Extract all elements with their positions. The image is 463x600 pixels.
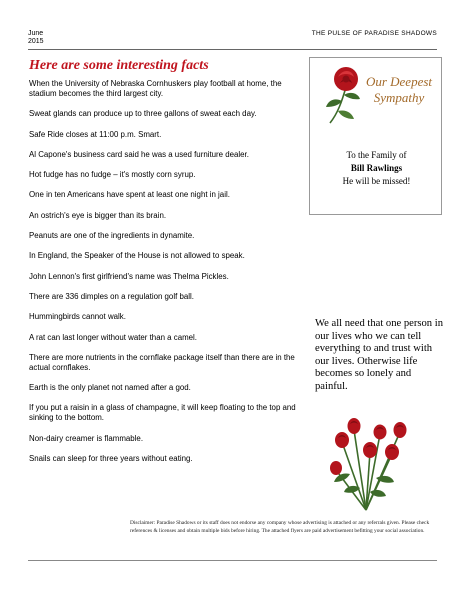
fact-item: A rat can last longer without water than a camel. <box>29 332 197 342</box>
fact-item: There are 336 dimples on a regulation golf ball. <box>29 291 194 301</box>
fact-item: If you put a raisin in a glass of champagne, it will keep floating to the top and sinking to the bottom. <box>29 403 296 423</box>
sympathy-heading-line: Sympathy <box>373 90 425 105</box>
fact-item: Earth is the only planet not named after a god. <box>29 383 191 393</box>
sympathy-card <box>309 57 442 215</box>
fact-item: When the University of Nebraska Cornhuskers play football at home, the stadium becomes the third largest city. <box>29 79 282 98</box>
fact-item: Sweat glands can produce up to three gallons of sweat each day. <box>29 109 257 119</box>
fact-item: John Lennon's first girlfriend's name was Thelma Pickles. <box>29 271 229 281</box>
fact-item: Hot fudge has no fudge – it's mostly corn syrup. <box>29 170 196 180</box>
friendship-quote: We all need that one person in our lives who we can tell everything to and trust with our lives. Otherwise life becomes so lonely and painful. <box>315 318 443 392</box>
fact-item: One in ten Americans have spent at least one night in jail. <box>29 190 230 200</box>
facts-title: Here are some interesting facts <box>29 58 209 73</box>
fact-item: There are more nutrients in the cornflake package itself than there are in the actual cornflakes. <box>29 352 295 372</box>
issue-month: June <box>28 30 44 37</box>
footer-divider <box>28 560 437 561</box>
sympathy-line: To the Family of <box>346 150 407 160</box>
header-divider <box>28 49 437 50</box>
fact-item: In England, the Speaker of the House is not allowed to speak. <box>29 251 245 261</box>
issue-date <box>28 30 44 46</box>
publication-name: THE PULSE OF PARADISE SHADOWS <box>311 30 437 37</box>
fact-item: Non-dairy creamer is flammable. <box>29 433 144 443</box>
issue-year: 2015 <box>28 38 44 45</box>
sympathy-message <box>310 149 443 188</box>
fact-item: An ostrich's eye is bigger than its brain. <box>29 210 167 220</box>
sympathy-line: He will be missed! <box>342 176 411 186</box>
fact-item: Snails can sleep for three years without eating. <box>29 454 193 464</box>
disclaimer-text: Disclaimer: Paradise Shadows or its staff does not endorse any company whose advertising is attached or any referrals given. Please check references & licenses and obtain multiple bids before hiring. The attached flyers are paid advertisement befitting your social association. <box>130 520 430 534</box>
sympathy-heading-line: Our Deepest <box>365 74 433 89</box>
page-header <box>28 30 437 48</box>
facts-list <box>29 79 301 474</box>
rose-bouquet-icon <box>320 412 412 512</box>
deceased-name: Bill Rawlings <box>350 163 403 173</box>
fact-item: Safe Ride closes at 11:00 p.m. Smart. <box>29 129 162 139</box>
fact-item: Hummingbirds cannot walk. <box>29 312 126 322</box>
sympathy-heading <box>360 74 438 106</box>
fact-item: Al Capone's business card said he was a used furniture dealer. <box>29 149 249 159</box>
fact-item: Peanuts are one of the ingredients in dynamite. <box>29 231 195 241</box>
